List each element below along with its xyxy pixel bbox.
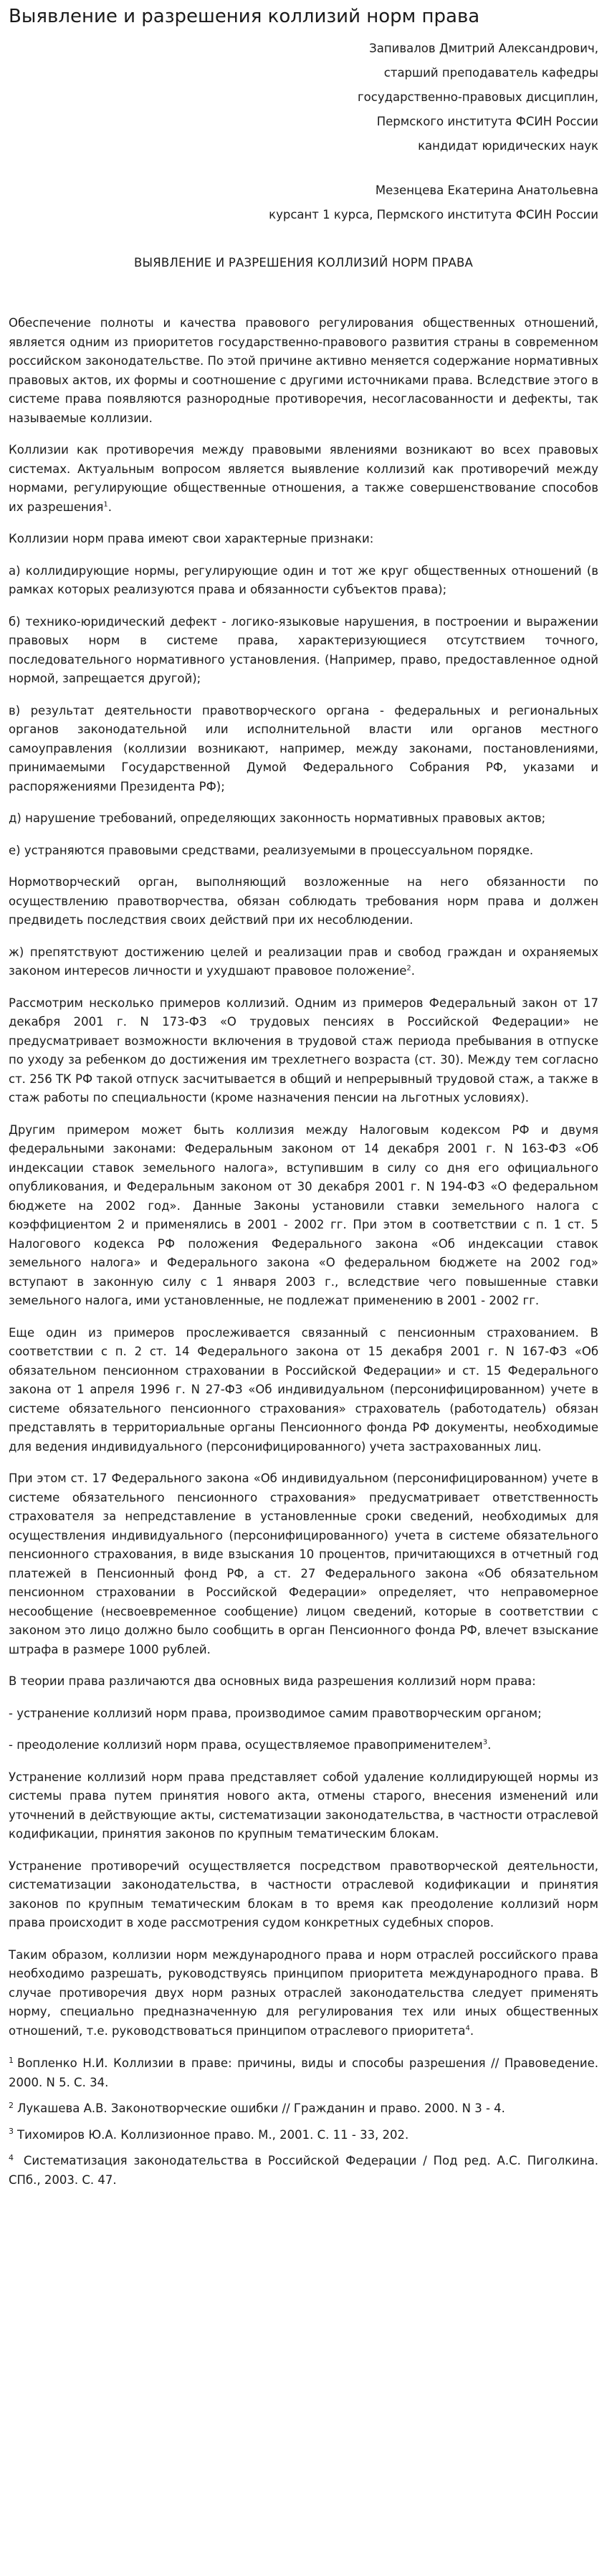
author-gap xyxy=(9,158,598,178)
paragraph-trailing: . xyxy=(487,1738,492,1752)
paragraph-text: ж) препятствуют достижению целей и реализации прав и свобод граждан и охраняемых законом интересов личности и ухудшают правовое положение xyxy=(9,945,598,978)
footnote-ref[interactable]: 3 xyxy=(482,1738,488,1747)
paragraph-text: Обеспечение полноты и качества правового регулирования общественных отношений, является одним из приоритетов государственно-правового развития страны в современном российском законодательстве. По этой причине активно меняется содержание нормативных правовых актов, их формы и соотношение с другими источниками права. Вследствие этого в системе права появляются разнородные противоречия, несогласованности и дефекты, так называемые коллизии. xyxy=(9,316,598,425)
footnote-ref[interactable]: 1 xyxy=(103,500,108,509)
footnotes xyxy=(9,2054,598,2190)
paragraph xyxy=(9,1469,598,1659)
author-line: государственно-правовых дисциплин, xyxy=(358,90,598,105)
author-line: старший преподаватель кафедры xyxy=(383,66,598,80)
footnote-ref[interactable]: 2 xyxy=(406,964,411,973)
footnote-ref[interactable]: 4 xyxy=(465,2024,470,2033)
paragraph-trailing: . xyxy=(469,2023,474,2038)
footnote-number: 1 xyxy=(9,2055,14,2065)
paragraph-text: а) коллидирующие нормы, регулирующие один и тот же круг общественных отношений (в рамках которых реализуются права и обязанности субъектов права); xyxy=(9,563,598,597)
paragraph xyxy=(9,1324,598,1457)
author-line: Мезенцева Екатерина Анатольевна xyxy=(375,183,598,198)
paragraph-trailing: . xyxy=(411,964,415,978)
paragraph-trailing: . xyxy=(107,500,113,514)
article-heading: ВЫЯВЛЕНИЕ И РАЗРЕШЕНИЯ КОЛЛИЗИЙ НОРМ ПРАВА xyxy=(133,256,474,270)
article-body xyxy=(9,314,598,2041)
footnote-text: Тихомиров Ю.А. Коллизионное право. М., 2001. С. 11 - 33, 202. xyxy=(17,2127,409,2142)
paragraph-text: При этом ст. 17 Федерального закона «Об индивидуальном (персонифицированном) учете в системе обязательного пенсионного страхования» предусматривает ответственность страхователя за непредставление в установленные сроки сведений, необходимых для осуществления индивидуального (персонифицированного) учета в системе обязательного пенсионного страхования, в виде взыскания 10 процентов, причитающихся в отчетный год платежей в Пенсионный фонд РФ, а ст. 27 Федерального закона «Об обязательном пенсионном страховании в Российской Федерации» определяет, что неправомерное несообщение (несвоевременное сообщение) лицом сведений, которые в соответствии с законом это лицо должно было сообщить в орган Пенсионного фонда РФ, влечет взыскание штрафа в размере 1000 рублей. xyxy=(9,1471,598,1656)
paragraph-text: Коллизии норм права имеют свои характерные признаки: xyxy=(9,532,374,546)
footnote-number: 2 xyxy=(9,2100,14,2110)
paragraph-text: Еще один из примеров прослеживается связанный с пенсионным страхованием. В соответствии с п. 2 ст. 14 Федерального закона от 15 декабря 2001 г. N 167-ФЗ «Об обязательном пенсионном страховании в Российской Федерации» и ст. 15 Федерального закона от 1 апреля 1996 г. N 27-ФЗ «Об индивидуальном (персонифицированном) учете в системе обязательного пенсионного страхования» страхователь (работодатель) обязан представлять в территориальные органы Пенсионного фонда РФ документы, необходимые для ведения индивидуального (персонифицированного) учета застрахованных лиц. xyxy=(9,1325,598,1454)
paragraph xyxy=(9,1736,598,1755)
paragraph xyxy=(9,873,598,930)
paragraph-text: Коллизии как противоречия между правовыми явлениями возникают во всех правовых системах. Актуальным вопросом является выявление коллизий как противоречий между нормами, регулирующие общественные отношения, а также совершенствование способов их разрешения xyxy=(9,443,598,514)
paragraph xyxy=(9,1946,598,2041)
paragraph-text: В теории права различаются два основных вида разрешения коллизий норм права: xyxy=(9,1674,536,1689)
paragraph xyxy=(9,613,598,689)
author-line: Пермского института ФСИН России xyxy=(376,115,598,129)
paragraph-text: в) результат деятельности правотворческого органа - федеральных и региональных органов законодательной или исполнительной власти или органов местного самоуправления (коллизии возникают, например, между законами, постановлениями, принимаемыми Государственной Думой Федерального Собрания РФ, указами и распоряжениями Президента РФ); xyxy=(9,703,598,793)
paragraph xyxy=(9,1768,598,1844)
paragraph xyxy=(9,841,598,861)
author-1-block xyxy=(9,37,598,158)
paragraph-text: Рассмотрим несколько примеров коллизий. Одним из примеров Федеральный закон от 17 декабря 2001 г. N 173-ФЗ «О трудовых пенсиях в Российской Федерации» не предусматривает возможности включения в трудовой стаж периода пребывания в отпуске по уходу за ребенком до достижения им трехлетнего возраста (ст. 30). Между тем согласно ст. 256 ТК РФ такой отпуск засчитывается в общий и непрерывный трудовой стаж, а также в стаж работы по специальности (кроме назначения пенсии на льготных условиях). xyxy=(9,996,598,1105)
footnote-item xyxy=(9,2099,598,2119)
author-line: курсант 1 курса, Пермского института ФСИН России xyxy=(269,208,598,222)
paragraph-text: б) технико-юридический дефект - логико-языковые нарушения, в построении и выражении правовых норм в системе права, характеризующиеся отсутствием точного, последовательного нормативного установления. (Например, право, предоставленное одной нормой, запрещается другой); xyxy=(9,614,598,686)
paragraph xyxy=(9,314,598,428)
paragraph xyxy=(9,994,598,1108)
paragraph xyxy=(9,1704,598,1724)
paragraph xyxy=(9,1857,598,1933)
paragraph xyxy=(9,1672,598,1692)
footnote-text: Вопленко Н.И. Коллизии в праве: причины, виды и способы разрешения // Правоведение. 2000. N 5. С. 34. xyxy=(9,2056,598,2089)
paragraph-text: Устранение противоречий осуществляется посредством правотворческой деятельности, систематизации законодательства, в частности отраслевой кодификации и принятия законов по крупным тематическим блокам в то время как преодоление коллизий норм права происходит в ходе рассмотрения судом конкретных судебных споров. xyxy=(9,1859,598,1930)
footnote-item xyxy=(9,2126,598,2145)
footnote-item xyxy=(9,2054,598,2092)
author-line: кандидат юридических наук xyxy=(418,139,598,153)
footnote-number: 3 xyxy=(9,2127,14,2137)
footnote-number: 4 xyxy=(9,2152,14,2162)
footnote-text: Систематизация законодательства в Российской Федерации / Под ред. А.С. Пиголкина. СПб., 2003. С. 47. xyxy=(9,2154,598,2187)
paragraph-text: Другим примером может быть коллизия между Налоговым кодексом РФ и двумя федеральными законами: Федеральным законом от 14 декабря 2001 г. N 163-ФЗ «Об индексации ставок земельного налога», вступившим в силу со дня его официального опубликования, и Федеральным законом от 30 декабря 2001 г. N 194-ФЗ «О федеральном бюджете на 2002 год». Данные Законы установили ставки земельного налога с коэффициентом 2 и применялись в 2001 - 2002 гг. При этом в соответствии с п. 1 ст. 5 Налогового кодекса РФ положения Федерального закона «Об индексации ставок земельного налога» и Федерального закона «О федеральном бюджете на 2002 год» вступают в законную силу с 1 января 2003 г., вследствие чего повышенные ставки земельного налога, ими установленные, не подлежат применению в 2001 - 2002 гг. xyxy=(9,1122,598,1308)
document-title: Выявление и разрешения коллизий норм права xyxy=(9,6,480,27)
paragraph-text: д) нарушение требований, определяющих законность нормативных правовых актов; xyxy=(9,811,546,826)
author-2-block xyxy=(9,178,598,227)
paragraph-text: Таким образом, коллизии норм международного права и норм отраслей российского права необходимо разрешать, руководствуясь принципом приоритета международного права. В случае противоречия двух норм разных отраслей законодательства следует применять норму, специально предназначенную для регулирования тех или иных общественных отношений, т.е. руководствоваться принципом отраслевого приоритета xyxy=(9,1947,598,2038)
paragraph-text: - устранение коллизий норм права, производимое самим правотворческим органом; xyxy=(9,1706,542,1720)
paragraph-text: Устранение коллизий норм права представляет собой удаление коллидирующей нормы из системы права путем принятия нового акта, отмены старого, внесения изменений или уточнений в действующие акты, систематизации законодательства, в частности отраслевой кодификации, принятия законов по крупным тематическим блокам. xyxy=(9,1770,598,1841)
footnote-item xyxy=(9,2152,598,2190)
paragraph xyxy=(9,562,598,600)
paragraph xyxy=(9,809,598,829)
paragraph-text: Нормотворческий орган, выполняющий возложенные на него обязанности по осуществлению правотворчества, обязан соблюдать требования норм права и должен предвидеть последствия своих действий при их несоблюдении. xyxy=(9,875,598,927)
paragraph-text: е) устраняются правовыми средствами, реализуемыми в процессуальном порядке. xyxy=(9,843,534,857)
paragraph xyxy=(9,943,598,981)
paragraph xyxy=(9,702,598,797)
footnote-text: Лукашева А.В. Законотворческие ошибки // Гражданин и право. 2000. N 3 - 4. xyxy=(17,2102,505,2116)
paragraph-text: - преодоление коллизий норм права, осуществляемое правоприменителем xyxy=(9,1738,483,1752)
paragraph xyxy=(9,1121,598,1311)
paragraph xyxy=(9,530,598,549)
paragraph xyxy=(9,441,598,517)
author-info xyxy=(9,37,598,227)
author-line: Запивалов Дмитрий Александрович, xyxy=(369,42,598,56)
